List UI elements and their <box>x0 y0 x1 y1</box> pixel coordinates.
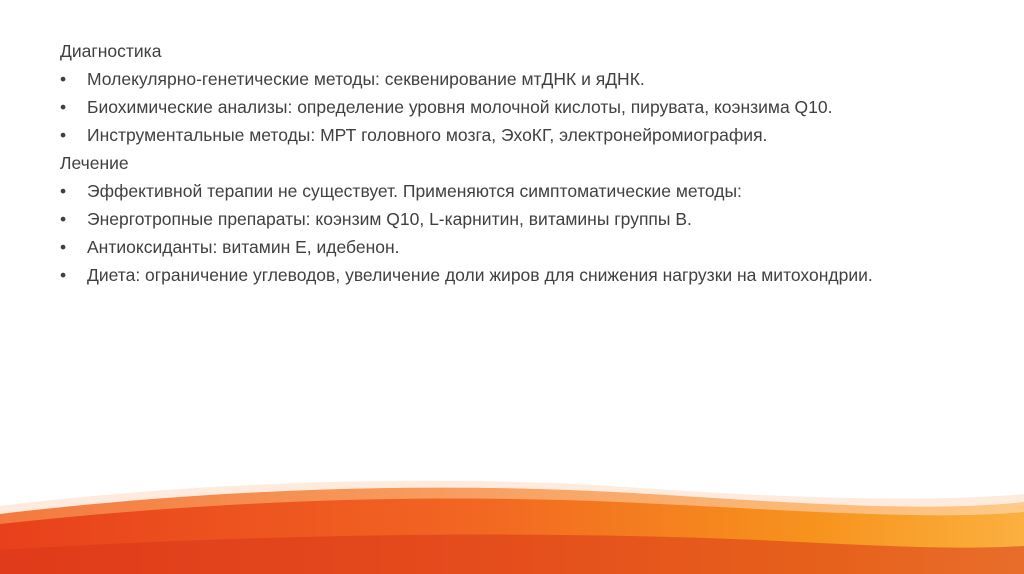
bullet-icon: • <box>60 237 67 257</box>
diagnostics-list <box>60 68 960 146</box>
bullet-icon: • <box>60 125 67 145</box>
slide-content <box>60 40 960 292</box>
orange-wave-decoration <box>0 454 1024 574</box>
list-item-text: Диета: ограничение углеводов, увеличение доли жиров для снижения нагрузки на митохондрии. <box>87 265 873 285</box>
list-item <box>60 208 960 230</box>
list-item-text: Инструментальные методы: МРТ головного мозга, ЭхоКГ, электронейромиография. <box>87 125 768 145</box>
bullet-icon: • <box>60 69 67 89</box>
list-item <box>60 236 960 258</box>
list-item <box>60 180 960 202</box>
section-heading-diagnostics: Диагностика <box>60 41 162 61</box>
list-item <box>60 124 960 146</box>
bullet-icon: • <box>60 265 67 285</box>
list-item-text: Биохимические анализы: определение уровня молочной кислоты, пирувата, коэнзима Q10. <box>87 97 833 117</box>
bullet-icon: • <box>60 97 67 117</box>
treatment-list <box>60 180 960 286</box>
section-heading-treatment: Лечение <box>60 153 129 173</box>
bullet-icon: • <box>60 181 67 201</box>
bullet-icon: • <box>60 209 67 229</box>
list-item-text: Энерготропные препараты: коэнзим Q10, L-карнитин, витамины группы В. <box>87 209 692 229</box>
list-item <box>60 68 960 90</box>
list-item <box>60 264 960 286</box>
list-item <box>60 96 960 118</box>
list-item-text: Эффективной терапии не существует. Применяются симптоматические методы: <box>87 181 742 201</box>
list-item-text: Антиоксиданты: витамин Е, идебенон. <box>87 237 400 257</box>
list-item-text: Молекулярно-генетические методы: секвенирование мтДНК и яДНК. <box>87 69 645 89</box>
